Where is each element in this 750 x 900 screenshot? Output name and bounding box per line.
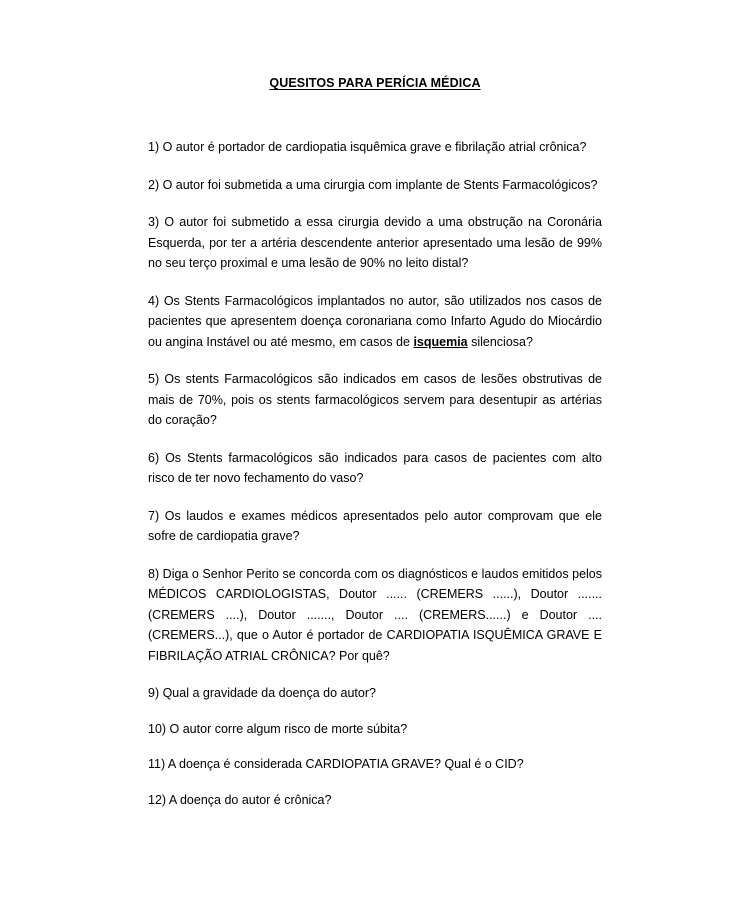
question-item: 5) Os stents Farmacológicos são indicados em casos de lesões obstrutivas de mais de 70%, pois os stents farmacológicos servem para desentupir as artérias do coração? [148, 372, 602, 427]
question-item: 6) Os Stents farmacológicos são indicados para casos de pacientes com alto risco de ter novo fechamento do vaso? [148, 450, 602, 485]
question-item: 9) Qual a gravidade da doença do autor? [148, 686, 376, 700]
question-item: 2) O autor foi submetida a uma cirurgia com implante de Stents Farmacológicos? [148, 177, 598, 192]
question-text-after: silenciosa? [467, 334, 533, 349]
question-item: 8) Diga o Senhor Perito se concorda com os diagnósticos e laudos emitidos pelos MÉDICOS CARDIOLOGISTAS, Doutor ...... (CREMERS ......), Doutor ....... (CREMERS ....), Doutor ......., Doutor .... (CREMERS......) e Doutor .... (CREMERS...), que o Autor é portador de CARDIOPATIA ISQUÊMICA GRAVE E FIBRILAÇÃO ATRIAL CRÔNICA? Por quê? [148, 566, 602, 663]
question-item [148, 291, 602, 353]
questions-list [148, 137, 602, 825]
question-item: 12) A doença do autor é crônica? [148, 792, 332, 807]
document-title: QUESITOS PARA PERÍCIA MÉDICA [269, 76, 481, 90]
highlighted-term: isquemia [413, 334, 468, 349]
question-item: 11) A doença é considerada CARDIOPATIA GRAVE? Qual é o CID? [148, 757, 524, 771]
question-item: 7) Os laudos e exames médicos apresentados pelo autor comprovam que ele sofre de cardiopatia grave? [148, 508, 602, 543]
question-text-before: 4) Os Stents Farmacológicos implantados no autor, são utilizados nos casos de pacientes que apresentem doença coronariana como Infarto Agudo do Miocárdio ou angina Instável ou até mesmo, em casos de [148, 293, 602, 349]
question-item: 3) O autor foi submetido a essa cirurgia devido a uma obstrução na Coronária Esquerda, por ter a artéria descendente anterior apresentado uma lesão de 99% no seu terço proximal e uma lesão de 90% no leito distal? [148, 215, 602, 270]
question-item: 10) O autor corre algum risco de morte súbita? [148, 721, 408, 736]
question-item: 1) O autor é portador de cardiopatia isquêmica grave e fibrilação atrial crônica? [148, 140, 587, 154]
